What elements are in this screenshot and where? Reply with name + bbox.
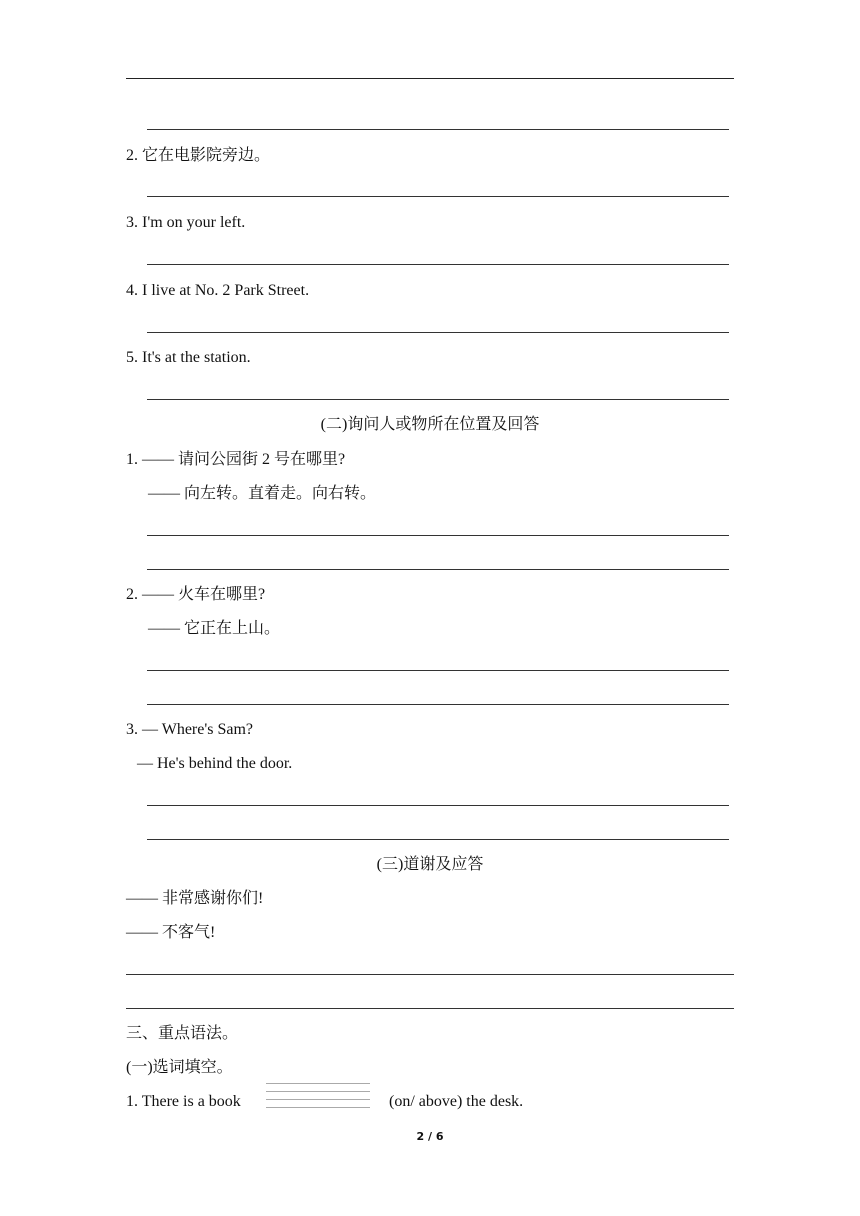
part-heading: 三、重点语法。 [126, 1025, 239, 1042]
answer-line[interactable] [147, 839, 729, 840]
answer-line[interactable] [147, 569, 729, 570]
dialog-3-question: 3. — Where's Sam? [126, 721, 253, 738]
answer-line[interactable] [147, 670, 729, 671]
dialog-2-answer: —— 它正在上山。 [148, 620, 281, 637]
answer-line[interactable] [147, 129, 729, 130]
thanks-answer: —— 不客气! [126, 924, 216, 941]
subsection-heading: (一)选词填空。 [126, 1059, 233, 1076]
fill-blank[interactable] [266, 1083, 370, 1117]
dialog-1-answer: —— 向左转。直着走。向右转。 [148, 485, 377, 502]
answer-line[interactable] [126, 974, 734, 975]
top-rule [126, 78, 734, 79]
item-4: 4. I live at No. 2 Park Street. [126, 282, 310, 299]
answer-line[interactable] [147, 196, 729, 197]
answer-line[interactable] [147, 805, 729, 806]
answer-line[interactable] [147, 332, 729, 333]
answer-line[interactable] [147, 704, 729, 705]
item-2: 2. 它在电影院旁边。 [126, 147, 271, 164]
fill-item-1-start: 1. There is a book [126, 1093, 241, 1110]
answer-line[interactable] [147, 264, 729, 265]
dialog-2-question: 2. —— 火车在哪里? [126, 586, 266, 603]
answer-line[interactable] [147, 399, 729, 400]
dialog-3-answer: — He's behind the door. [137, 755, 293, 772]
answer-line[interactable] [147, 535, 729, 536]
thanks-question: —— 非常感谢你们! [126, 890, 264, 907]
section-heading: (三)道谢及应答 [376, 856, 484, 873]
answer-line[interactable] [126, 1008, 734, 1009]
fill-item-1-end: (on/ above) the desk. [389, 1093, 524, 1110]
item-3: 3. I'm on your left. [126, 214, 246, 231]
dialog-1-question: 1. —— 请问公园街 2 号在哪里? [126, 451, 346, 468]
section-heading: (二)询问人或物所在位置及回答 [320, 416, 540, 433]
item-5: 5. It's at the station. [126, 349, 251, 366]
page-number: 2 / 6 [416, 1130, 444, 1143]
